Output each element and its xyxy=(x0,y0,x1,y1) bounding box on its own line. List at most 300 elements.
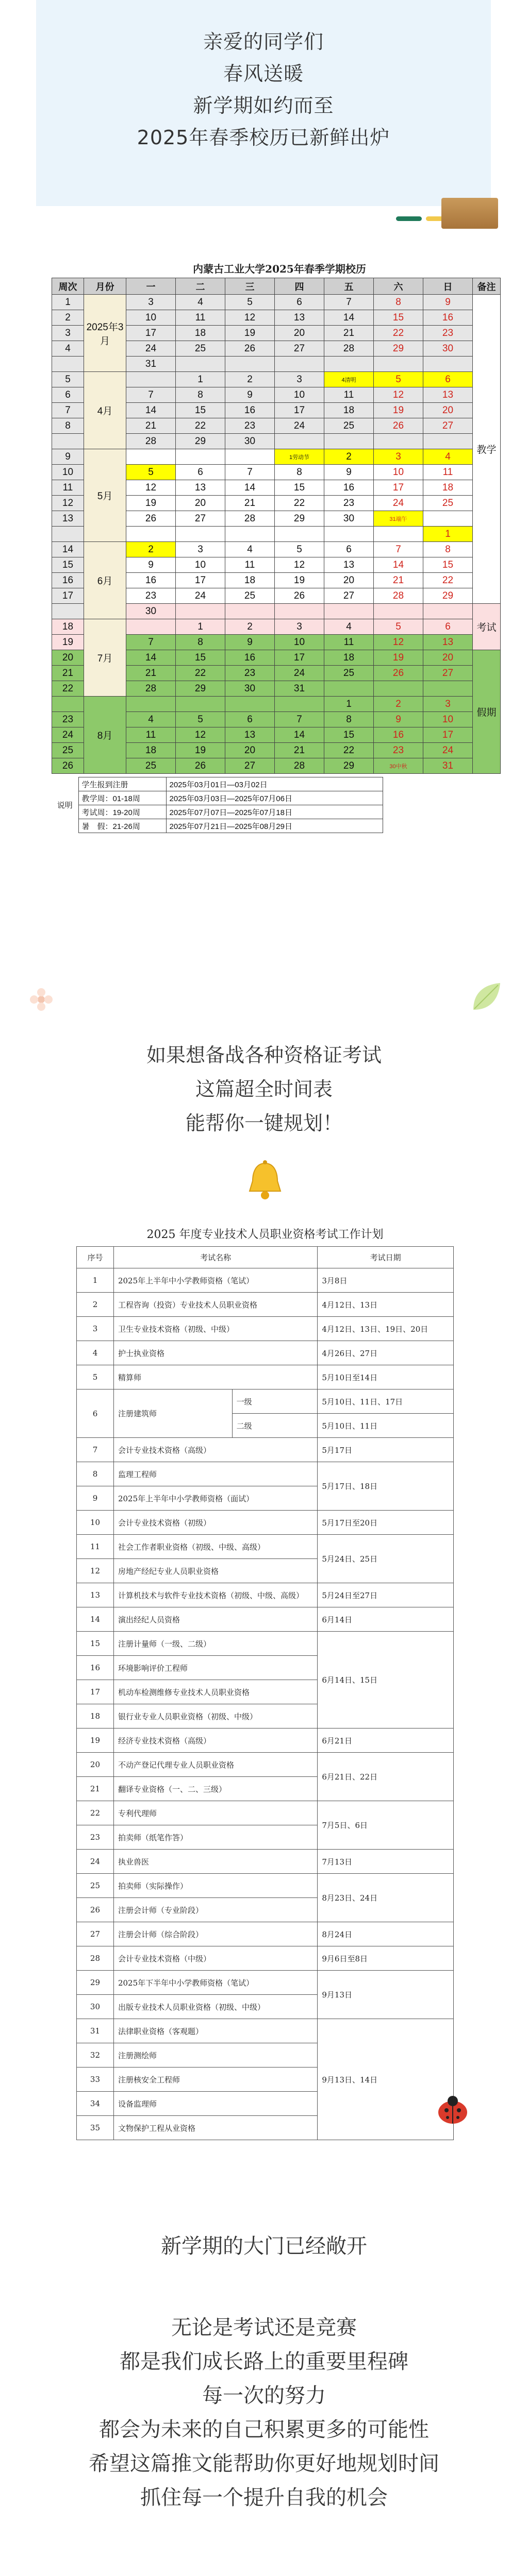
exam-name: 护士执业资格 xyxy=(113,1341,317,1365)
date-cell: 4 xyxy=(423,449,473,465)
week-number: 26 xyxy=(52,758,84,774)
date-cell: 25 xyxy=(324,666,374,681)
month-label: 8月 xyxy=(84,697,126,774)
date-cell: 23 xyxy=(324,496,374,511)
exam-row xyxy=(77,1753,454,1777)
calendar-header-cell: 月份 xyxy=(84,278,126,295)
date-cell: 3 xyxy=(374,449,423,465)
date-cell: 21 xyxy=(126,418,176,434)
date-cell: 9 xyxy=(374,712,423,727)
date-cell: 23 xyxy=(126,588,176,604)
date-cell: 25 xyxy=(423,496,473,511)
exam-name: 会计专业技术资格（中级） xyxy=(113,1946,317,1971)
week-number: 4 xyxy=(52,341,84,357)
calendar-week-row xyxy=(52,542,501,557)
calendar-week-row xyxy=(52,295,501,310)
exam-name: 注册会计师（综合阶段） xyxy=(113,1922,317,1946)
date-cell: 6 xyxy=(275,295,324,310)
exam-name: 银行业专业人员职业资格（初级、中级） xyxy=(113,1704,317,1728)
week-number: 23 xyxy=(52,712,84,727)
date-cell: 4清明 xyxy=(324,372,374,387)
exam-row xyxy=(77,1850,454,1874)
week-number xyxy=(52,434,84,449)
date-cell: 28 xyxy=(126,434,176,449)
exam-date: 5月24日、25日 xyxy=(318,1535,454,1583)
exam-row xyxy=(77,1874,454,1898)
date-cell: 20 xyxy=(275,326,324,341)
date-cell: 23 xyxy=(225,666,275,681)
month-label: 6月 xyxy=(84,542,126,619)
date-cell: 22 xyxy=(176,666,225,681)
remark-exam: 考试 xyxy=(473,604,501,650)
week-number: 16 xyxy=(52,573,84,588)
date-cell: 14 xyxy=(225,480,275,496)
exam-name: 演出经纪人员资格 xyxy=(113,1607,317,1632)
date-cell: 6 xyxy=(225,712,275,727)
exam-row xyxy=(77,1268,454,1293)
date-cell xyxy=(126,619,176,635)
date-cell xyxy=(324,434,374,449)
note-key: 学生报到注册 xyxy=(78,777,166,791)
month-label: 2025年3月 xyxy=(84,295,126,372)
exam-date: 5月17日至20日 xyxy=(318,1511,454,1535)
date-cell xyxy=(324,357,374,372)
exam-index: 27 xyxy=(77,1922,114,1946)
exam-index: 26 xyxy=(77,1898,114,1922)
date-cell: 14 xyxy=(126,403,176,418)
week-number xyxy=(52,527,84,542)
exam-index: 9 xyxy=(77,1486,114,1511)
note-value: 2025年07月21日—2025年08月29日 xyxy=(166,819,383,833)
exam-intro-line: 这篇超全时间表 xyxy=(195,1078,333,1100)
intro-line: 亲爱的同学们 xyxy=(203,30,324,53)
decor-pill-green xyxy=(396,216,422,221)
date-cell: 15 xyxy=(176,650,225,666)
date-cell: 20 xyxy=(423,403,473,418)
date-cell: 22 xyxy=(374,326,423,341)
date-cell: 29 xyxy=(324,758,374,774)
month-label: 7月 xyxy=(84,619,126,697)
calendar-header-cell: 一 xyxy=(126,278,176,295)
calendar-title: 内蒙古工业大学2025年春季学期校历 xyxy=(193,263,366,275)
date-cell: 21 xyxy=(374,573,423,588)
exam-index: 11 xyxy=(77,1535,114,1559)
exam-intro-line: 如果想备战各种资格证考试 xyxy=(146,1044,382,1066)
date-cell: 10 xyxy=(275,387,324,403)
date-cell: 23 xyxy=(374,743,423,758)
exam-title: 2025 年度专业技术人员职业资格考试工作计划 xyxy=(146,1228,384,1241)
date-cell: 15 xyxy=(324,727,374,743)
date-cell: 7 xyxy=(126,387,176,403)
date-cell: 21 xyxy=(324,326,374,341)
week-number: 3 xyxy=(52,326,84,341)
exam-date: 5月24日至27日 xyxy=(318,1583,454,1607)
date-cell: 22 xyxy=(176,418,225,434)
calendar-header-cell: 日 xyxy=(423,278,473,295)
date-cell: 10 xyxy=(275,635,324,650)
note-row xyxy=(52,791,383,805)
exam-index: 18 xyxy=(77,1704,114,1728)
date-cell xyxy=(324,681,374,697)
week-number: 24 xyxy=(52,727,84,743)
calendar-header-cell: 三 xyxy=(225,278,275,295)
date-cell: 10 xyxy=(176,557,225,573)
date-cell: 8 xyxy=(324,712,374,727)
note-value: 2025年07月07日—2025年07月18日 xyxy=(166,805,383,819)
exam-date: 5月10日、11日 xyxy=(318,1414,454,1438)
date-cell: 26 xyxy=(225,341,275,357)
exam-row xyxy=(77,1728,454,1753)
exam-name: 文物保护工程从业资格 xyxy=(113,2116,317,2140)
exam-name: 不动产登记代理专业人员职业资格 xyxy=(113,1753,317,1777)
date-cell xyxy=(275,604,324,619)
exam-row xyxy=(77,1365,454,1389)
date-cell: 12 xyxy=(374,387,423,403)
exam-schedule xyxy=(76,1224,454,2140)
exam-date: 7月5日、6日 xyxy=(318,1801,454,1850)
date-cell: 18 xyxy=(324,650,374,666)
date-cell: 18 xyxy=(225,573,275,588)
date-cell: 17 xyxy=(374,480,423,496)
week-number: 11 xyxy=(52,480,84,496)
date-cell: 30 xyxy=(126,604,176,619)
date-cell: 6 xyxy=(423,372,473,387)
exam-name: 卫生专业技术资格（初级、中级） xyxy=(113,1317,317,1341)
date-cell xyxy=(275,357,324,372)
date-cell: 9 xyxy=(225,387,275,403)
exam-index: 14 xyxy=(77,1607,114,1632)
week-number xyxy=(52,697,84,712)
date-cell: 15 xyxy=(423,557,473,573)
date-cell xyxy=(275,434,324,449)
date-cell: 19 xyxy=(126,496,176,511)
exam-name: 注册建筑师 xyxy=(113,1389,232,1438)
exam-index: 7 xyxy=(77,1438,114,1462)
exam-row xyxy=(77,1293,454,1317)
exam-row xyxy=(77,1341,454,1365)
date-cell: 8 xyxy=(176,387,225,403)
date-cell: 12 xyxy=(225,310,275,326)
exam-date: 7月13日 xyxy=(318,1850,454,1874)
exam-index: 1 xyxy=(77,1268,114,1293)
date-cell: 3 xyxy=(275,619,324,635)
date-cell xyxy=(176,449,225,465)
ladybug-icon xyxy=(432,2092,473,2128)
exam-index: 35 xyxy=(77,2116,114,2140)
exam-date: 3月8日 xyxy=(318,1268,454,1293)
week-number: 22 xyxy=(52,681,84,697)
date-cell xyxy=(374,357,423,372)
date-cell: 19 xyxy=(374,650,423,666)
exam-index: 12 xyxy=(77,1559,114,1583)
date-cell xyxy=(324,604,374,619)
bell-icon xyxy=(244,1159,286,1206)
exam-row xyxy=(77,1946,454,1971)
date-cell: 4 xyxy=(126,712,176,727)
closing-line: 都会为未来的自己积累更多的可能性 xyxy=(99,2418,429,2442)
week-number: 10 xyxy=(52,465,84,480)
date-cell: 30 xyxy=(225,681,275,697)
date-cell: 5 xyxy=(176,712,225,727)
date-cell: 20 xyxy=(423,650,473,666)
exam-index: 29 xyxy=(77,1971,114,1995)
calendar-week-row xyxy=(52,619,501,635)
exam-index: 19 xyxy=(77,1728,114,1753)
date-cell: 13 xyxy=(275,310,324,326)
date-cell: 4 xyxy=(324,619,374,635)
note-value: 2025年03月01日—03月02日 xyxy=(166,777,383,791)
date-cell: 16 xyxy=(423,310,473,326)
date-cell: 14 xyxy=(275,727,324,743)
date-cell: 27 xyxy=(225,758,275,774)
exam-name: 注册会计师（专业阶段） xyxy=(113,1898,317,1922)
date-cell xyxy=(374,527,423,542)
date-cell: 16 xyxy=(324,480,374,496)
date-cell: 28 xyxy=(126,681,176,697)
week-number: 20 xyxy=(52,650,84,666)
exam-date: 5月10日至14日 xyxy=(318,1365,454,1389)
date-cell: 4 xyxy=(225,542,275,557)
date-cell: 11 xyxy=(324,635,374,650)
date-cell: 25 xyxy=(176,341,225,357)
week-number: 18 xyxy=(52,619,84,635)
date-cell: 12 xyxy=(275,557,324,573)
calendar-header-row xyxy=(52,278,501,295)
note-row xyxy=(52,819,383,833)
date-cell: 24 xyxy=(126,341,176,357)
week-number: 25 xyxy=(52,743,84,758)
exam-row xyxy=(77,1389,454,1414)
date-cell: 22 xyxy=(275,496,324,511)
calendar-notes xyxy=(52,777,383,833)
exam-row xyxy=(77,1632,454,1656)
date-cell: 14 xyxy=(374,557,423,573)
date-cell: 26 xyxy=(275,588,324,604)
date-cell xyxy=(126,372,176,387)
exam-index: 25 xyxy=(77,1874,114,1898)
date-cell: 8 xyxy=(423,542,473,557)
date-cell xyxy=(374,681,423,697)
date-cell: 31 xyxy=(423,758,473,774)
exam-index: 8 xyxy=(77,1462,114,1486)
exam-index: 15 xyxy=(77,1632,114,1656)
date-cell: 24 xyxy=(275,666,324,681)
date-cell: 3 xyxy=(126,295,176,310)
exam-intro xyxy=(0,1038,528,1140)
date-cell xyxy=(176,357,225,372)
exam-name: 法律职业资格（客观题） xyxy=(113,2019,317,2043)
exam-index: 31 xyxy=(77,2019,114,2043)
exam-index: 13 xyxy=(77,1583,114,1607)
date-cell: 1 xyxy=(324,697,374,712)
week-number: 19 xyxy=(52,635,84,650)
date-cell: 27 xyxy=(423,418,473,434)
date-cell: 24 xyxy=(176,588,225,604)
date-cell: 31 xyxy=(275,681,324,697)
exam-name: 注册计量师（一级、二级） xyxy=(113,1632,317,1656)
exam-row xyxy=(77,1438,454,1462)
date-cell: 20 xyxy=(176,496,225,511)
date-cell: 18 xyxy=(176,326,225,341)
date-cell: 8 xyxy=(275,465,324,480)
date-cell: 11 xyxy=(423,465,473,480)
date-cell xyxy=(423,357,473,372)
date-cell: 13 xyxy=(423,635,473,650)
closing-line: 抓住每一个提升自我的机会 xyxy=(140,2486,388,2510)
exam-date: 4月12日、13日 xyxy=(318,1293,454,1317)
date-cell: 14 xyxy=(324,310,374,326)
exam-index: 2 xyxy=(77,1293,114,1317)
week-number: 8 xyxy=(52,418,84,434)
closing-text xyxy=(0,2231,528,2515)
exam-date: 5月17日、18日 xyxy=(318,1462,454,1511)
exam-index: 32 xyxy=(77,2043,114,2067)
date-cell: 23 xyxy=(225,418,275,434)
exam-index: 23 xyxy=(77,1825,114,1850)
exam-row xyxy=(77,1535,454,1559)
month-label: 5月 xyxy=(84,449,126,542)
date-cell: 28 xyxy=(374,588,423,604)
exam-date: 5月10日、11日、17日 xyxy=(318,1389,454,1414)
date-cell: 30 xyxy=(423,341,473,357)
date-cell: 28 xyxy=(225,511,275,527)
date-cell: 17 xyxy=(126,326,176,341)
exam-name: 执业兽医 xyxy=(113,1850,317,1874)
date-cell: 5 xyxy=(126,465,176,480)
calendar-header-cell: 六 xyxy=(374,278,423,295)
date-cell: 6 xyxy=(423,619,473,635)
week-number: 1 xyxy=(52,295,84,310)
week-number: 2 xyxy=(52,310,84,326)
closing-first-line: 新学期的大门已经敞开 xyxy=(161,2234,367,2258)
exam-index: 6 xyxy=(77,1389,114,1438)
date-cell: 1 xyxy=(176,372,225,387)
date-cell: 8 xyxy=(176,635,225,650)
exam-index: 4 xyxy=(77,1341,114,1365)
exam-index: 24 xyxy=(77,1850,114,1874)
exam-name: 2025年上半年中小学教师资格（笔试） xyxy=(113,1268,317,1293)
exam-row xyxy=(77,2019,454,2043)
date-cell: 19 xyxy=(374,403,423,418)
exam-index: 28 xyxy=(77,1946,114,1971)
date-cell: 27 xyxy=(324,588,374,604)
note-row xyxy=(52,777,383,791)
calendar-table xyxy=(52,278,501,774)
exam-name: 拍卖师（纸笔作答） xyxy=(113,1825,317,1850)
date-cell: 18 xyxy=(324,403,374,418)
exam-date: 6月14日、15日 xyxy=(318,1632,454,1728)
closing-line: 无论是考试还是竞赛 xyxy=(171,2316,357,2340)
exam-name: 拍卖师（实际操作） xyxy=(113,1874,317,1898)
exam-index: 10 xyxy=(77,1511,114,1535)
date-cell: 11 xyxy=(126,727,176,743)
date-cell: 1 xyxy=(176,619,225,635)
date-cell: 30 xyxy=(225,434,275,449)
date-cell: 9 xyxy=(324,465,374,480)
date-cell: 12 xyxy=(374,635,423,650)
closing-line: 希望这篇推文能帮助你更好地规划时间 xyxy=(89,2452,439,2476)
date-cell xyxy=(423,511,473,527)
exam-name: 注册测绘师 xyxy=(113,2043,317,2067)
date-cell: 2 xyxy=(374,697,423,712)
date-cell: 1 xyxy=(423,527,473,542)
exam-date: 6月14日 xyxy=(318,1607,454,1632)
date-cell: 20 xyxy=(225,743,275,758)
date-cell: 13 xyxy=(176,480,225,496)
week-number: 9 xyxy=(52,449,84,465)
date-cell: 22 xyxy=(324,743,374,758)
exam-subtype: 一级 xyxy=(232,1389,318,1414)
exam-date: 9月13日、14日 xyxy=(318,2019,454,2140)
date-cell: 2 xyxy=(225,619,275,635)
date-cell xyxy=(275,697,324,712)
remark-vacation: 假期 xyxy=(473,650,501,774)
date-cell: 12 xyxy=(176,727,225,743)
exam-name: 会计专业技术资格（初级） xyxy=(113,1511,317,1535)
calendar-week-row xyxy=(52,449,501,465)
note-key: 暑 假：21-26周 xyxy=(78,819,166,833)
date-cell xyxy=(126,697,176,712)
exam-date: 9月13日 xyxy=(318,1971,454,2019)
date-cell: 3 xyxy=(423,697,473,712)
date-cell: 29 xyxy=(176,681,225,697)
date-cell: 30 xyxy=(324,511,374,527)
date-cell: 21 xyxy=(126,666,176,681)
date-cell: 15 xyxy=(275,480,324,496)
date-cell: 27 xyxy=(275,341,324,357)
calendar-header-cell: 周次 xyxy=(52,278,84,295)
exam-subtype: 二级 xyxy=(232,1414,318,1438)
remark-teaching: 教学 xyxy=(473,295,501,604)
note-row xyxy=(52,805,383,819)
exam-date: 8月23日、24日 xyxy=(318,1874,454,1922)
calendar-header-cell: 二 xyxy=(176,278,225,295)
date-cell xyxy=(423,434,473,449)
date-cell: 18 xyxy=(423,480,473,496)
date-cell: 7 xyxy=(374,542,423,557)
exam-name: 翻译专业资格（一、二、三级） xyxy=(113,1777,317,1801)
date-cell: 2 xyxy=(324,449,374,465)
calendar-header-cell: 四 xyxy=(275,278,324,295)
date-cell: 24 xyxy=(374,496,423,511)
date-cell: 24 xyxy=(423,743,473,758)
exam-header-row xyxy=(77,1247,454,1268)
exam-table xyxy=(76,1246,454,2140)
date-cell xyxy=(176,527,225,542)
date-cell: 26 xyxy=(374,666,423,681)
school-calendar xyxy=(52,260,507,833)
date-cell: 21 xyxy=(225,496,275,511)
date-cell: 11 xyxy=(225,557,275,573)
intro-line: 2025年春季校历已新鲜出炉 xyxy=(137,126,390,149)
exam-name: 计算机技术与软件专业技术资格（初级、中级、高级） xyxy=(113,1583,317,1607)
date-cell: 22 xyxy=(423,573,473,588)
date-cell: 16 xyxy=(225,403,275,418)
date-cell: 7 xyxy=(225,465,275,480)
date-cell xyxy=(176,604,225,619)
date-cell xyxy=(275,527,324,542)
calendar-header-cell: 五 xyxy=(324,278,374,295)
exam-name: 2025年上半年中小学教师资格（面试） xyxy=(113,1486,317,1511)
exam-name: 会计专业技术资格（高级） xyxy=(113,1438,317,1462)
date-cell: 9 xyxy=(423,295,473,310)
intro-text xyxy=(36,26,491,154)
date-cell: 19 xyxy=(225,326,275,341)
date-cell: 5 xyxy=(225,295,275,310)
date-cell: 29 xyxy=(423,588,473,604)
exam-name: 精算师 xyxy=(113,1365,317,1389)
exam-index: 34 xyxy=(77,2092,114,2116)
